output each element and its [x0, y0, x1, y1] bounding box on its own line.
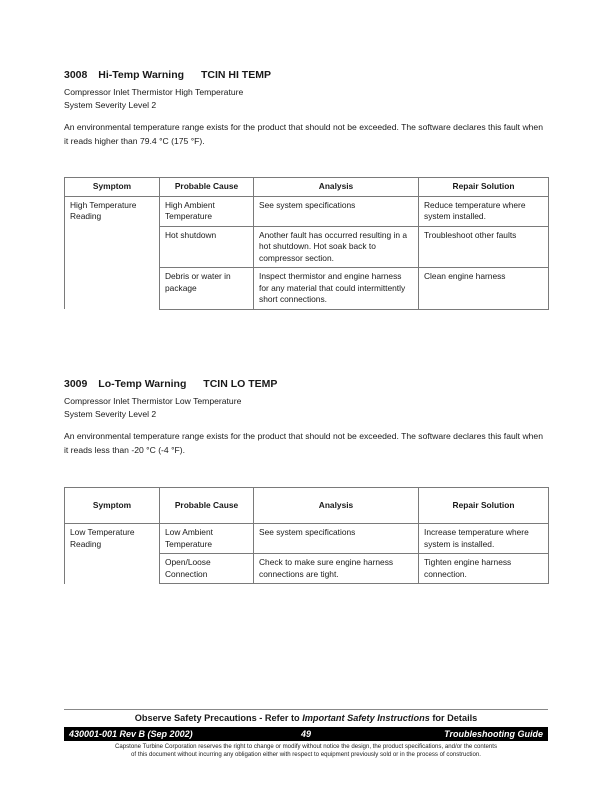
repair-cell: Tighten engine harness connection.: [419, 554, 549, 584]
cause-cell: Debris or water in package: [160, 268, 254, 310]
fault-3008-table: [64, 177, 549, 310]
repair-cell: Increase temperature where system is installed.: [419, 524, 549, 554]
footer-bar: [64, 727, 548, 741]
safety-notice: [64, 713, 548, 723]
repair-cell: Troubleshoot other faults: [419, 226, 549, 268]
fault-severity: System Severity Level 2: [64, 409, 157, 419]
fault-3009-table: [64, 487, 549, 584]
analysis-cell: See system specifications: [254, 524, 419, 554]
footer-divider: [64, 709, 548, 710]
safety-instructions-link[interactable]: Important Safety Instructions: [302, 713, 430, 723]
disclaimer-line-1: Capstone Turbine Corporation reserves the right to change or modify without notice the design, the product specifications, and/or the contents: [114, 743, 498, 750]
fault-subtitle: Compressor Inlet Thermistor Low Temperature: [64, 396, 242, 406]
disclaimer: [64, 743, 548, 759]
fault-name: Hi-Temp Warning: [98, 69, 185, 81]
analysis-cell: See system specifications: [254, 196, 419, 226]
section-heading: [64, 377, 548, 391]
section-heading: [64, 68, 548, 82]
cause-cell: High Ambient Temperature: [160, 196, 254, 226]
analysis-cell: Check to make sure engine harness connections are tight.: [254, 554, 419, 584]
repair-cell: Clean engine harness: [419, 268, 549, 310]
fault-tag: TCIN LO TEMP: [203, 378, 278, 390]
header-repair-solution: Repair Solution: [419, 178, 549, 197]
safety-suffix: for Details: [429, 713, 478, 723]
header-analysis: Analysis: [254, 488, 419, 524]
table-header-row: [65, 488, 549, 524]
analysis-cell: Another fault has occurred resulting in a hot shutdown. Hot soak back to compressor section.: [254, 226, 419, 268]
header-repair-solution: Repair Solution: [419, 488, 549, 524]
header-probable-cause: Probable Cause: [160, 488, 254, 524]
header-probable-cause: Probable Cause: [160, 178, 254, 197]
fault-name: Lo-Temp Warning: [98, 378, 187, 390]
table-row: [65, 196, 549, 226]
fault-code: 3009: [64, 378, 88, 390]
table-header-row: [65, 178, 549, 197]
header-symptom: Symptom: [65, 488, 160, 524]
symptom-cell: High Temperature Reading: [65, 196, 160, 309]
safety-prefix: Observe Safety Precautions - Refer to: [134, 713, 303, 723]
disclaimer-line-2: of this document without incurring any obligation either with respect to equipment previously sold or in the process of construction.: [131, 751, 481, 758]
page-number: 49: [300, 729, 311, 739]
guide-title: Troubleshooting Guide: [444, 729, 543, 739]
fault-3008-section: [64, 68, 548, 148]
fault-description: An environmental temperature range exists for the product that should not be exceeded. The software declares this fault when it reads less than -20 °C (-4 °F).: [64, 431, 543, 455]
symptom-cell: Low Temperature Reading: [65, 524, 160, 584]
cause-cell: Hot shutdown: [160, 226, 254, 268]
cause-cell: Low Ambient Temperature: [160, 524, 254, 554]
table-row: [65, 524, 549, 554]
header-analysis: Analysis: [254, 178, 419, 197]
fault-tag: TCIN HI TEMP: [200, 69, 271, 81]
fault-code: 3008: [64, 69, 88, 81]
analysis-cell: Inspect thermistor and engine harness for any material that could intermittently short connections.: [254, 268, 419, 310]
fault-description: An environmental temperature range exists for the product that should not be exceeded. The software declares this fault when it reads higher than 79.4 °C (175 °F).: [64, 122, 543, 146]
header-symptom: Symptom: [65, 178, 160, 197]
fault-severity: System Severity Level 2: [64, 100, 157, 110]
cause-cell: Open/Loose Connection: [160, 554, 254, 584]
fault-3009-section: [64, 377, 548, 457]
document-id: 430001-001 Rev B (Sep 2002): [69, 729, 193, 739]
fault-subtitle: Compressor Inlet Thermistor High Temperature: [64, 87, 244, 97]
repair-cell: Reduce temperature where system installed.: [419, 196, 549, 226]
